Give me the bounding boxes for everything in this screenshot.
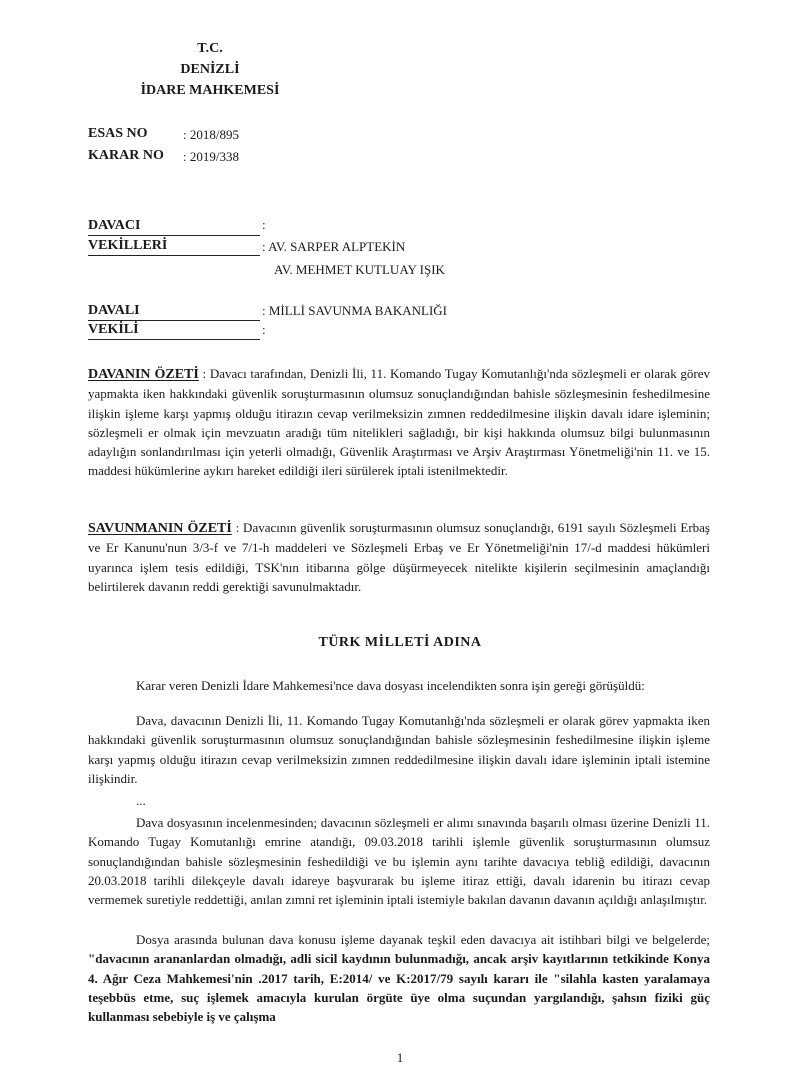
body-paragraph-1: Karar veren Denizli İdare Mahkemesi'nce dava dosyası incelendikten sonra işin gereği görüşüldü: xyxy=(136,678,645,693)
davaci-label: DAVACI xyxy=(88,218,141,233)
vekili-underline xyxy=(88,339,260,340)
esas-no-value: : 2018/895 xyxy=(183,127,239,142)
karar-no-value: : 2019/338 xyxy=(183,149,239,164)
vekili-value: : xyxy=(262,322,266,337)
savunmanin-ozeti-text: : Davacının güvenlik soruşturmasının olumsuz sonuçlandığı, 6191 sayılı Sözleşmeli Erbaş ve Er Kanunu'nun 3/3-f ve 7/1-h maddeleri ve Sözleşmeli Erbaş ve Er Yönetmeliği'nin 17/-d maddesi hükümleri uyarınca işlem tesis edildiği, TSK'nın itibarına gölge düşürmeyecek nitelikte kişilerin seçilmesinin amaçlandığı belirtilerek davanın reddi gerektiği savunulmaktadır. xyxy=(88,520,710,594)
body-paragraph-4-bold: "davacının arananlardan olmadığı, adli sicil kaydının bulunmadığı, ancak arşiv kayıtlarının tetkikinde Konya 4. Ağır Ceza Mahkemesi'nin .2017 tarih, E:2014/ ve K:2017/79 sayılı kararı ile "silahla kasten yaralamaya teşebbüs etme, suç işlemek amacıyla kurulan örgüte üye olma suçundan yargılandığı, şahsın fiziki güç kullanması sebebiyle iş ve çalışma xyxy=(88,951,710,1025)
vekilleri-underline xyxy=(88,255,260,256)
davali-underline xyxy=(88,320,260,321)
davaci-value: : xyxy=(262,217,266,232)
decision-title: TÜRK MİLLETİ ADINA xyxy=(318,635,482,650)
vekilleri-label: VEKİLLERİ xyxy=(88,238,168,253)
page-number: 1 xyxy=(396,1050,404,1065)
body-paragraph-4-normal: Dosya arasında bulunan dava konusu işleme dayanak teşkil eden davacıya ait istihbari bilgi ve belgelerde; xyxy=(136,932,710,947)
davali-label: DAVALI xyxy=(88,303,140,318)
savunmanin-ozeti-section xyxy=(88,518,710,596)
body-paragraph-4 xyxy=(88,930,710,1026)
davaci-underline xyxy=(88,235,260,236)
davanin-ozeti-heading: DAVANIN ÖZETİ xyxy=(88,367,199,382)
court-line-tc: T.C. xyxy=(197,41,223,56)
vekili-label: VEKİLİ xyxy=(88,322,139,337)
vekilleri-value-1: : AV. SARPER ALPTEKİN xyxy=(262,239,406,254)
davali-value: : MİLLİ SAVUNMA BAKANLIĞI xyxy=(262,303,448,318)
court-line-city: DENİZLİ xyxy=(180,62,240,77)
body-paragraph-3: Dava dosyasının incelenmesinden; davacının sözleşmeli er alımı sınavında başarılı olması üzerine Denizli 11. Komando Tugay Komutanlığı emrine atandığı, 09.03.2018 tarihli işlemle güvenlik soruşturmasının olumsuz sonuçlandığından bahisle sözleşmesinin feshedildiği ve bu işlemin aynı tarihte davacıya tebliğ edildiği, davacının 20.03.2018 tarihli dilekçeyle davalı idareye başvurarak bu işleme itiraz ettiği, davalı idarenin bu itirazı cevap vermemek suretiyle reddettiği, anılan zımni ret işleminin iptali istemiyle bakılan davanın davanın açıldığı anlaşılmıştır. xyxy=(88,815,710,908)
court-line-name: İDARE MAHKEMESİ xyxy=(140,83,280,98)
karar-no-label: KARAR NO xyxy=(88,148,164,163)
davanin-ozeti-text: : Davacı tarafından, Denizli İli, 11. Komando Tugay Komutanlığı'nda sözleşmeli er olarak görev yapmakta iken hakkındaki güvenlik soruşturmasının olumsuz sonuçlandığından bahisle sözleşmesinin feshedilmesine ilişkin işleme karşı yapmış olduğu itirazın cevap verilmeksizin zımnen reddedilmesine ilişkin davalı idare işleminin; sözleşmeli er olmak için mevzuatın aradığı tüm nitelikleri sağladığı, bir kişi hakkında olumsuz bilgi bulunmasının adaylığın sonlandırılması için yeterli olmadığı, Güvenlik Araştırması ve Arşiv Araştırması Yönetmeliği'nin 11. ve 15. maddesi hükümlerine aykırı hareket edildiği ileri sürülerek iptali istenilmektedir. xyxy=(88,366,711,479)
esas-no-label: ESAS NO xyxy=(88,126,148,141)
vekilleri-value-2: AV. MEHMET KUTLUAY IŞIK xyxy=(274,262,445,277)
savunmanin-ozeti-heading: SAVUNMANIN ÖZETİ xyxy=(88,521,232,536)
davanin-ozeti-section xyxy=(88,364,710,481)
body-paragraph-2: Dava, davacının Denizli İli, 11. Komando Tugay Komutanlığı'nda sözleşmeli er olarak görev yapmakta iken hakkındaki güvenlik soruşturmasının olumsuz sonuçlandığından bahisle sözleşmesinin feshedilmesine ilişkin işleme karşı yapmış olduğu itirazın cevap verilmeksizin zımnen reddedilmesine ilişkin davalı idare işleminin iptali istemine ilişkindir. xyxy=(88,713,710,786)
ellipsis: ... xyxy=(136,793,146,808)
